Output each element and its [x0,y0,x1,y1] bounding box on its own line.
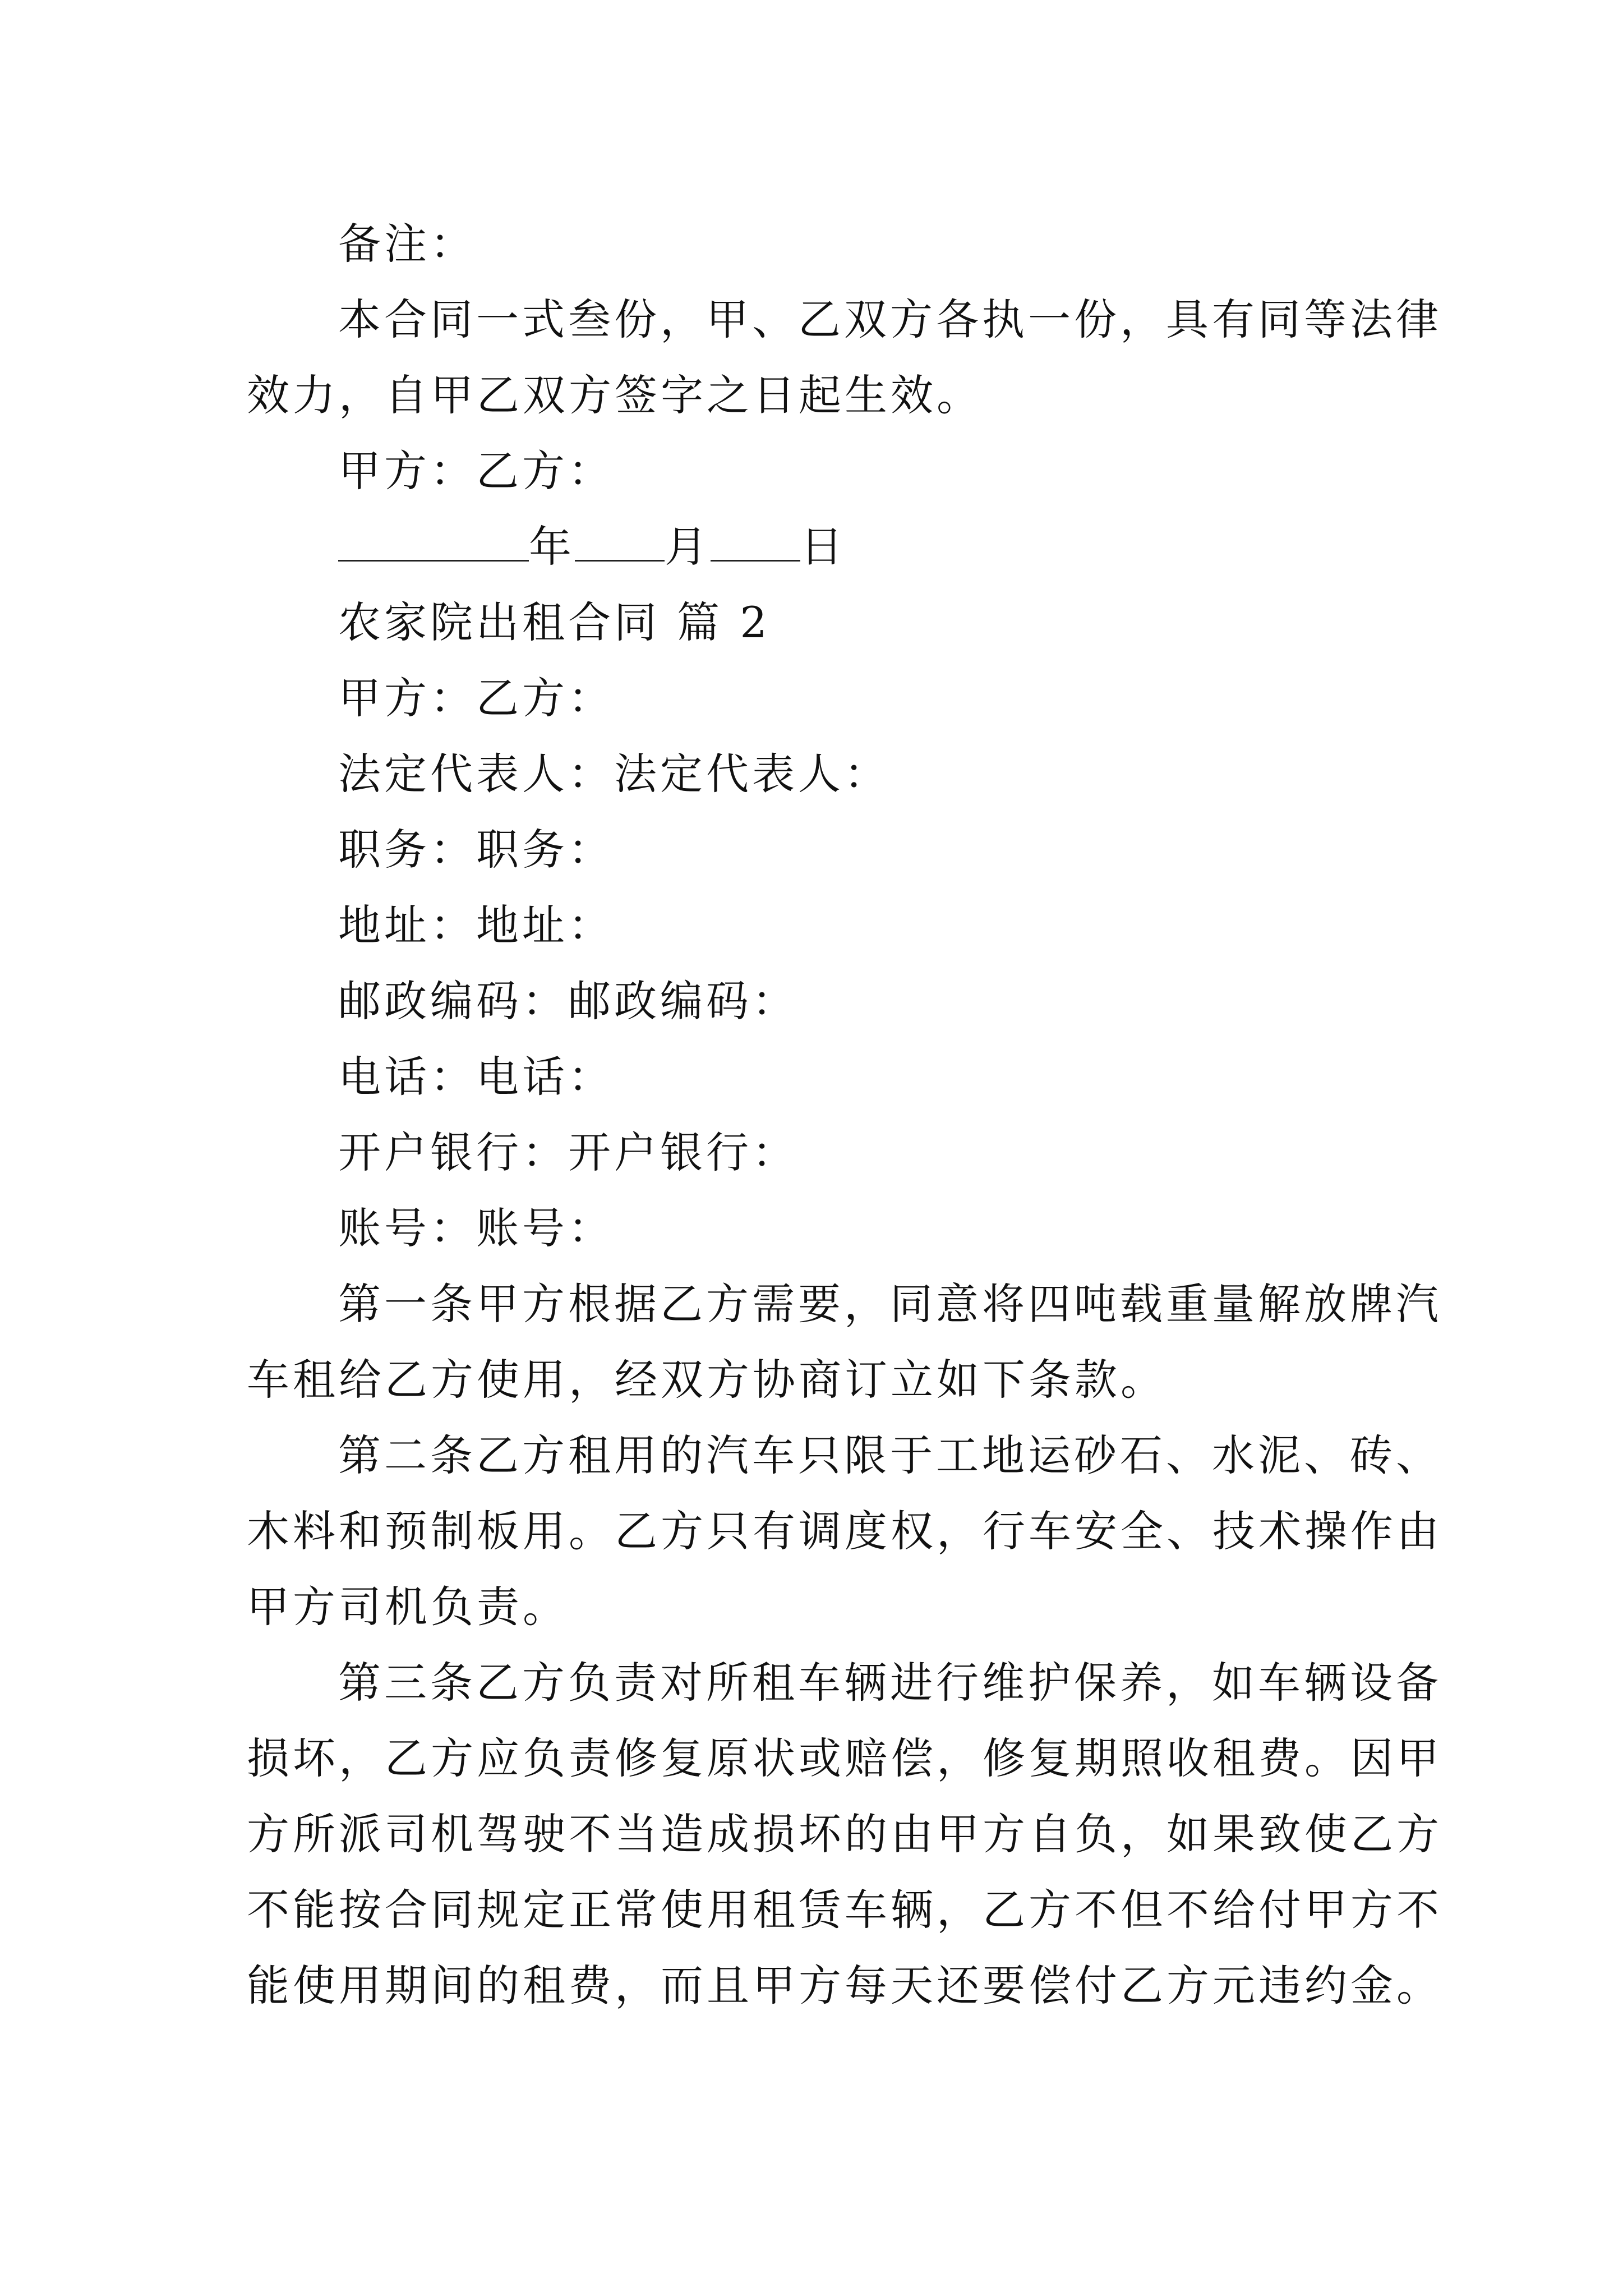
postal-code-line: 邮政编码：邮政编码： [338,976,798,1026]
day-label: 日 [800,522,846,572]
clause-line: 车租给乙方使用，经双方协商订立如下条款。 [247,1355,1166,1405]
date-line [338,519,846,575]
clause-line: 第一条甲方根据乙方需要，同意将四吨载重量解放牌汽 [338,1279,1442,1329]
paragraph-line: 本合同一式叁份，甲、乙双方各执一份，具有同等法律 [338,295,1442,344]
clause-line: 能使用期间的租费，而且甲方每天还要偿付乙方元违约金。 [247,1961,1442,2010]
month-label: 月 [665,522,711,572]
clause-line: 木料和预制板用。乙方只有调度权，行车安全、技术操作由 [247,1506,1442,1556]
position-line: 职务：职务： [338,825,614,875]
month-blank [575,521,665,562]
clause-line: 不能按合同规定正常使用租赁车辆，乙方不但不给付甲方不 [247,1885,1442,1935]
account-line: 账号：账号： [338,1203,614,1253]
section-title: 农家院出租合同 篇 2 [338,597,771,647]
clause-line: 第三条乙方负责对所租车辆进行维护保养，如车辆设备 [338,1658,1442,1708]
party-line: 甲方：乙方： [338,673,614,723]
year-blank [338,521,529,562]
clause-line: 第二条乙方租用的汽车只限于工地运砂石、水泥、砖、 [338,1430,1442,1480]
clause-line: 损坏，乙方应负责修复原状或赔偿，修复期照收租费。因甲 [247,1733,1442,1783]
clause-line: 方所派司机驾驶不当造成损坏的由甲方自负，如果致使乙方 [247,1809,1442,1859]
representative-line: 法定代表人：法定代表人： [338,749,890,799]
address-line: 地址：地址： [338,900,614,950]
phone-line: 电话：电话： [338,1052,614,1102]
clause-line: 甲方司机负责。 [247,1582,569,1632]
year-label: 年 [529,522,575,572]
bank-line: 开户银行：开户银行： [338,1128,798,1177]
paragraph-line: 效力，自甲乙双方签字之日起生效。 [247,370,983,420]
day-blank [711,521,800,562]
note-heading: 备注： [338,219,476,269]
party-line: 甲方：乙方： [338,446,614,496]
